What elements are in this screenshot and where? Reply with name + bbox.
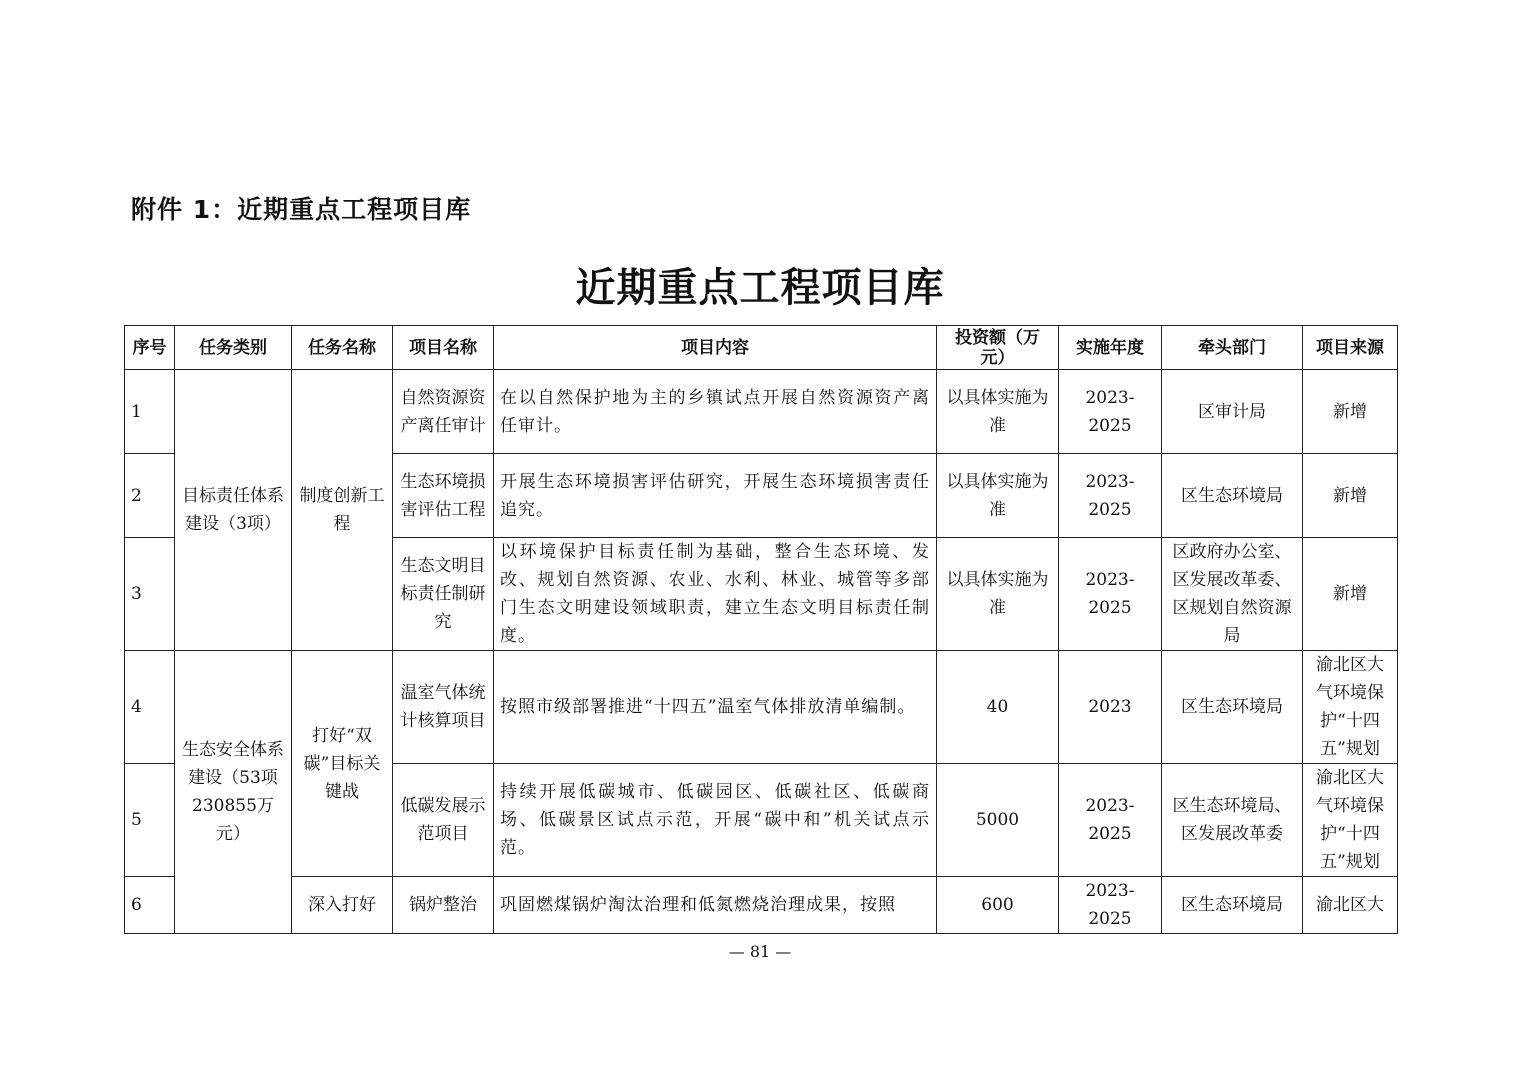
column-header-source: 项目来源 — [1303, 326, 1398, 370]
cell-source: 新增 — [1303, 538, 1398, 651]
cell-content: 按照市级部署推进“十四五”温室气体排放清单编制。 — [494, 651, 937, 764]
cell-year: 2023-2025 — [1059, 877, 1162, 934]
column-header-dept: 牵头部门 — [1162, 326, 1303, 370]
cell-dept: 区生态环境局 — [1162, 877, 1303, 934]
column-header-task: 任务名称 — [292, 326, 393, 370]
cell-dept: 区审计局 — [1162, 370, 1303, 454]
cell-task: 制度创新工程 — [292, 370, 393, 651]
table-header-row — [125, 326, 1398, 370]
page-title: 近期重点工程项目库 — [575, 265, 945, 311]
cell-category: 目标责任体系建设（3项） — [175, 370, 292, 651]
cell-project-name: 温室气体统计核算项目 — [393, 651, 494, 764]
page-number: — 81 — — [728, 942, 792, 961]
cell-project-name: 自然资源资产离任审计 — [393, 370, 494, 454]
cell-content: 以环境保护目标责任制为基础，整合生态环境、发改、规划自然资源、农业、水利、林业、城管等多部门生态文明建设领域职责，建立生态文明目标责任制度。 — [494, 538, 937, 651]
cell-source: 渝北区大气环境保护“十四五”规划 — [1303, 764, 1398, 877]
cell-project-name: 低碳发展示范项目 — [393, 764, 494, 877]
cell-category: 生态安全体系建设（53项 230855万元） — [175, 651, 292, 934]
column-header-year: 实施年度 — [1059, 326, 1162, 370]
cell-content: 在以自然保护地为主的乡镇试点开展自然资源资产离任审计。 — [494, 370, 937, 454]
cell-seq: 2 — [125, 454, 175, 538]
cell-year: 2023 — [1059, 651, 1162, 764]
cell-project-name: 生态文明目标责任制研究 — [393, 538, 494, 651]
cell-seq: 5 — [125, 764, 175, 877]
cell-investment: 5000 — [937, 764, 1059, 877]
cell-year: 2023-2025 — [1059, 764, 1162, 877]
cell-investment: 600 — [937, 877, 1059, 934]
column-header-seq: 序号 — [125, 326, 175, 370]
cell-year: 2023-2025 — [1059, 454, 1162, 538]
cell-task: 打好“双碳”目标关键战 — [292, 651, 393, 877]
column-header-project-name: 项目名称 — [393, 326, 494, 370]
cell-dept: 区政府办公室、区发展改革委、区规划自然资源局 — [1162, 538, 1303, 651]
cell-source: 新增 — [1303, 454, 1398, 538]
cell-year: 2023-2025 — [1059, 370, 1162, 454]
cell-content: 持续开展低碳城市、低碳园区、低碳社区、低碳商场、低碳景区试点示范，开展“碳中和”机关试点示范。 — [494, 764, 937, 877]
attachment-heading: 附件 1：近期重点工程项目库 — [131, 195, 472, 224]
cell-content: 巩固燃煤锅炉淘汰治理和低氮燃烧治理成果，按照 — [494, 877, 937, 934]
project-table — [124, 325, 1398, 934]
column-header-investment: 投资额（万元） — [937, 326, 1059, 370]
table-row — [125, 370, 1398, 454]
cell-year: 2023-2025 — [1059, 538, 1162, 651]
cell-source: 渝北区大气环境保护“十四五”规划 — [1303, 651, 1398, 764]
cell-seq: 3 — [125, 538, 175, 651]
cell-seq: 1 — [125, 370, 175, 454]
column-header-category: 任务类别 — [175, 326, 292, 370]
cell-content: 开展生态环境损害评估研究，开展生态环境损害责任追究。 — [494, 454, 937, 538]
cell-project-name: 生态环境损害评估工程 — [393, 454, 494, 538]
cell-source: 渝北区大 — [1303, 877, 1398, 934]
cell-dept: 区生态环境局 — [1162, 454, 1303, 538]
cell-seq: 6 — [125, 877, 175, 934]
cell-investment: 以具体实施为准 — [937, 370, 1059, 454]
table-row — [125, 877, 1398, 934]
cell-dept: 区生态环境局 — [1162, 651, 1303, 764]
column-header-content: 项目内容 — [494, 326, 937, 370]
cell-project-name: 锅炉整治 — [393, 877, 494, 934]
cell-investment: 以具体实施为准 — [937, 538, 1059, 651]
cell-task: 深入打好 — [292, 877, 393, 934]
cell-source: 新增 — [1303, 370, 1398, 454]
cell-seq: 4 — [125, 651, 175, 764]
table-row — [125, 651, 1398, 764]
cell-investment: 40 — [937, 651, 1059, 764]
cell-investment: 以具体实施为准 — [937, 454, 1059, 538]
cell-dept: 区生态环境局、区发展改革委 — [1162, 764, 1303, 877]
